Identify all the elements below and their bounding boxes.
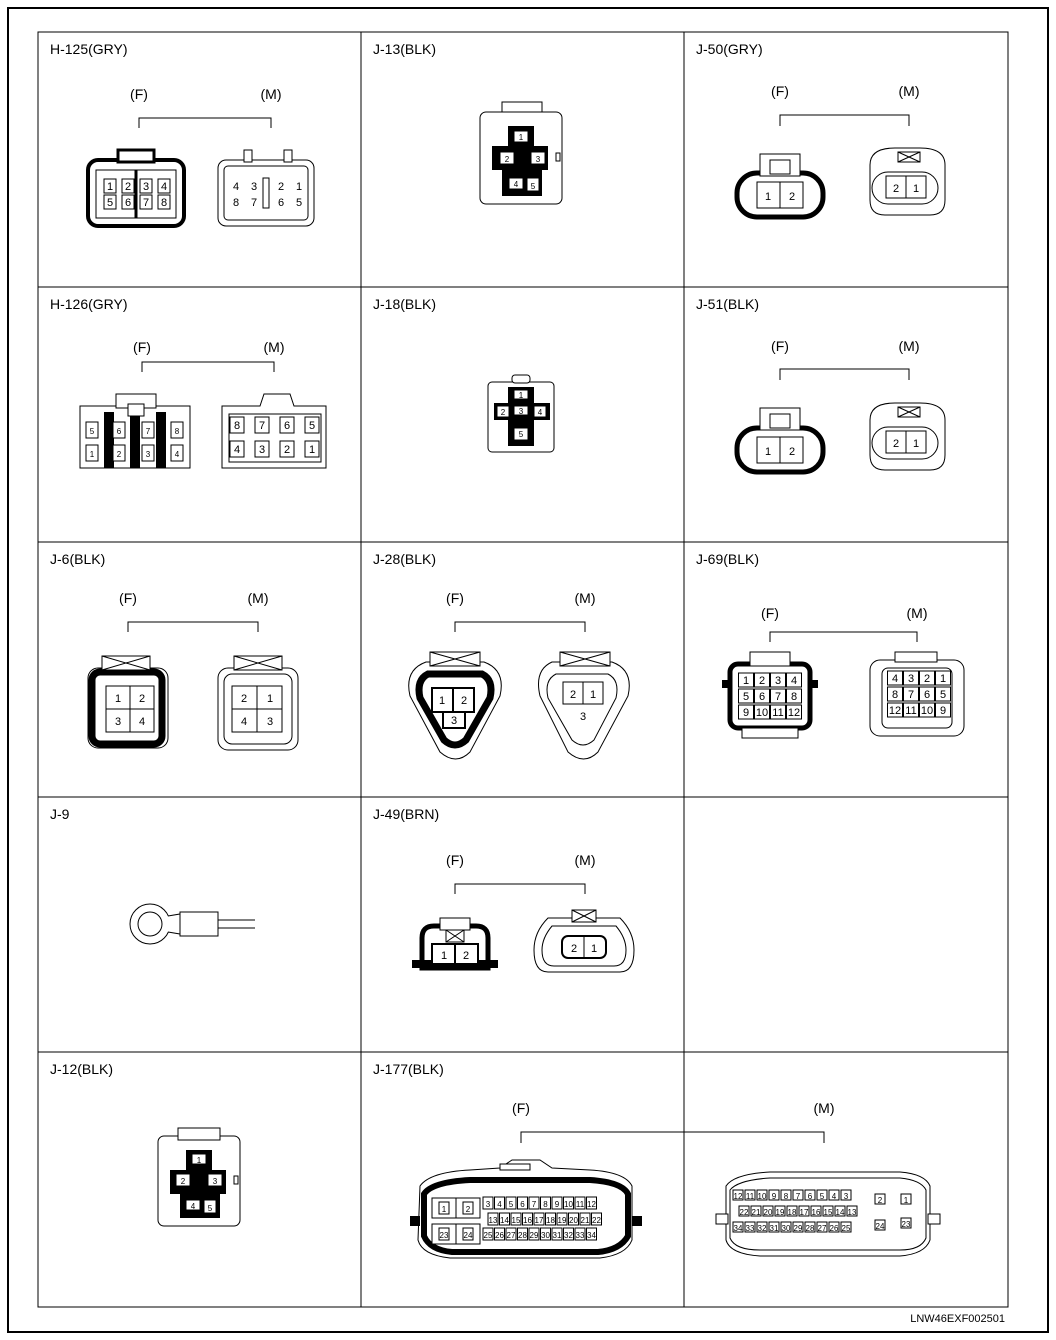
j69-female-label: (F) [761, 605, 779, 621]
pin-number: 24 [463, 1231, 473, 1240]
title-j6: J-6(BLK) [50, 551, 106, 567]
pin-number: 19 [557, 1216, 567, 1225]
pin-number: 26 [829, 1224, 839, 1233]
pin-number: 3 [142, 181, 150, 193]
pin-number: 1 [196, 1156, 202, 1165]
pin-number: 4 [232, 181, 240, 193]
j50-male-label: (M) [898, 83, 920, 99]
pin-number: 5 [939, 689, 947, 701]
pin-number: 26 [495, 1231, 504, 1240]
pin-number: 31 [552, 1231, 562, 1240]
pin-number: 33 [745, 1224, 755, 1233]
pin-number: 32 [757, 1224, 767, 1233]
pin-number: 8 [232, 197, 240, 209]
pin-number: 34 [733, 1224, 743, 1233]
pin-number: 2 [460, 695, 468, 707]
title-j51: J-51(BLK) [696, 296, 760, 312]
pin-number: 1 [912, 183, 920, 195]
pin-number: 8 [891, 689, 899, 701]
pin-number: 1 [742, 675, 750, 687]
pin-number: 17 [799, 1208, 809, 1217]
j69-diagram [722, 605, 964, 738]
title-j13: J-13(BLK) [373, 41, 437, 57]
pin-number: 12 [787, 707, 801, 719]
pin-number: 11 [905, 705, 917, 717]
pin-number: 1 [114, 693, 122, 705]
pin-number: 11 [772, 707, 784, 719]
pin-number: 4 [537, 408, 543, 417]
pin-number: 4 [160, 181, 168, 193]
pin-number: 7 [145, 427, 151, 436]
pin-number: 8 [783, 1192, 789, 1201]
j177-male-label: (M) [813, 1100, 835, 1116]
title-j28: J-28(BLK) [373, 551, 437, 567]
pin-number: 4 [513, 180, 519, 189]
pin-number: 16 [523, 1216, 532, 1225]
pin-number: 1 [589, 689, 597, 701]
pin-number: 16 [811, 1208, 821, 1217]
j6-female-label: (F) [119, 590, 137, 606]
pin-number: 12 [587, 1200, 596, 1209]
j18-diagram [488, 375, 554, 452]
pin-number: 5 [530, 182, 536, 191]
pin-number: 28 [518, 1231, 527, 1240]
j6-male-label: (M) [247, 590, 269, 606]
j12-diagram [158, 1128, 240, 1226]
title-j69: J-69(BLK) [696, 551, 760, 567]
j28-female-label: (F) [446, 590, 464, 606]
figure-code: LNW46EXF002501 [910, 1313, 1005, 1325]
pin-number: 7 [142, 197, 150, 209]
pin-number: 8 [174, 427, 180, 436]
pin-number: 24 [875, 1222, 885, 1231]
pin-number: 6 [283, 420, 291, 432]
pin-number: 1 [295, 181, 303, 193]
pin-number: 32 [564, 1231, 573, 1240]
pin-number: 8 [790, 691, 798, 703]
pin-number: 2 [504, 155, 510, 164]
pin-number: 5 [819, 1192, 825, 1201]
pin-number: 10 [564, 1200, 573, 1209]
pin-number: 3 [212, 1177, 218, 1186]
pin-number: 23 [901, 1220, 911, 1229]
pin-number: 3 [843, 1192, 849, 1201]
pin-number: 5 [508, 1200, 514, 1209]
pin-number: 27 [506, 1231, 516, 1240]
pin-number: 6 [277, 197, 285, 209]
pin-number: 5 [106, 197, 114, 209]
h125-male-label: (M) [260, 86, 282, 102]
pin-number: 14 [500, 1216, 509, 1225]
pin-number: 2 [788, 446, 796, 458]
pin-number: 1 [518, 133, 524, 142]
pin-number: 6 [923, 689, 931, 701]
pin-number: 2 [923, 673, 931, 685]
pin-number: 2 [116, 450, 122, 459]
pin-number: 8 [233, 420, 241, 432]
pin-number: 3 [907, 673, 915, 685]
pin-number: 2 [758, 675, 766, 687]
pin-number: 7 [531, 1200, 537, 1209]
pin-number: 14 [835, 1208, 845, 1217]
pin-number: 4 [174, 450, 180, 459]
pin-number: 9 [554, 1200, 560, 1209]
pin-number: 2 [500, 408, 506, 417]
pin-number: 2 [569, 689, 577, 701]
pin-number: 34 [587, 1231, 596, 1240]
j13-diagram [480, 102, 562, 204]
title-j49: J-49(BRN) [373, 806, 440, 822]
pin-number: 5 [207, 1204, 213, 1213]
j6-diagram [88, 590, 298, 750]
pin-number: 1 [764, 446, 772, 458]
pin-number: 2 [892, 183, 900, 195]
pin-number: 18 [787, 1208, 797, 1217]
pin-number: 1 [438, 695, 446, 707]
pin-number: 18 [546, 1216, 555, 1225]
pin-number: 11 [575, 1200, 585, 1209]
pin-number: 5 [742, 691, 750, 703]
pin-number: 6 [116, 427, 122, 436]
pin-number: 2 [570, 943, 578, 955]
pin-number: 9 [939, 705, 947, 717]
pin-number: 5 [295, 197, 303, 209]
j69-male-label: (M) [906, 605, 928, 621]
pin-number: 7 [258, 420, 266, 432]
title-j18: J-18(BLK) [373, 296, 437, 312]
pin-number: 3 [485, 1200, 491, 1209]
pin-number: 1 [106, 181, 114, 193]
pin-number: 4 [240, 716, 248, 728]
pin-number: 3 [774, 675, 782, 687]
pin-number: 2 [240, 693, 248, 705]
pin-number: 25 [483, 1231, 493, 1240]
j9-diagram [130, 904, 255, 944]
pin-number: 2 [462, 950, 470, 962]
pin-number: 15 [823, 1208, 833, 1217]
pin-number: 3 [518, 407, 524, 416]
pin-number: 1 [441, 1205, 447, 1214]
j28-male-label: (M) [574, 590, 596, 606]
j50-female-label: (F) [771, 83, 789, 99]
pin-number: 1 [903, 1196, 909, 1205]
pin-number: 29 [793, 1224, 803, 1233]
pin-number: 2 [283, 444, 291, 456]
pin-number: 7 [250, 197, 258, 209]
title-h126: H-126(GRY) [50, 296, 128, 312]
pin-number: 10 [757, 1192, 767, 1201]
pin-number: 20 [569, 1216, 578, 1225]
pin-number: 29 [529, 1231, 539, 1240]
pin-number: 30 [781, 1224, 791, 1233]
pin-number: 6 [807, 1192, 813, 1201]
pin-number: 22 [592, 1216, 601, 1225]
j69-female-pins [739, 673, 802, 719]
pin-number: 7 [774, 691, 782, 703]
pin-number: 9 [771, 1192, 777, 1201]
pin-number: 1 [440, 950, 448, 962]
pin-number: 8 [543, 1200, 548, 1209]
pin-number: 3 [450, 715, 458, 727]
pin-number: 12 [888, 705, 902, 717]
pin-number: 5 [308, 420, 316, 432]
j49-male-label: (M) [574, 852, 596, 868]
pin-number: 1 [590, 943, 598, 955]
pin-number: 19 [775, 1208, 785, 1217]
pin-number: 13 [488, 1216, 498, 1225]
pin-number: 7 [795, 1192, 801, 1201]
h126-male-label: (M) [263, 339, 285, 355]
pin-number: 1 [89, 450, 95, 459]
h126-female-label: (F) [133, 339, 151, 355]
h126-diagram [80, 339, 326, 468]
pin-number: 4 [190, 1202, 196, 1211]
pin-number: 4 [233, 444, 241, 456]
pin-number: 7 [907, 689, 915, 701]
title-j177: J-177(BLK) [373, 1061, 444, 1077]
h125-female-label: (F) [130, 86, 148, 102]
h125-diagram [88, 86, 314, 226]
pin-number: 1 [939, 673, 947, 685]
pin-number: 10 [755, 707, 769, 719]
j51-male-label: (M) [898, 338, 920, 354]
pin-number: 30 [541, 1231, 550, 1240]
pin-number: 5 [518, 430, 524, 439]
pin-number: 5 [89, 427, 95, 436]
pin-number: 4 [138, 716, 146, 728]
pin-number: 2 [180, 1177, 186, 1186]
j51-diagram [737, 338, 945, 472]
pin-number: 3 [535, 155, 541, 164]
pin-number: 2 [877, 1196, 883, 1205]
pin-number: 23 [439, 1231, 449, 1240]
pin-number: 2 [277, 181, 285, 193]
title-j50: J-50(GRY) [696, 41, 763, 57]
pin-number: 1 [308, 444, 316, 456]
j69-male-pins [888, 671, 951, 717]
pin-number: 2 [138, 693, 146, 705]
pin-number: 2 [788, 191, 796, 203]
pin-number: 1 [764, 191, 772, 203]
pin-number: 15 [511, 1216, 521, 1225]
pin-number: 3 [114, 716, 122, 728]
pin-number: 13 [847, 1208, 857, 1217]
j177-female-label: (F) [512, 1100, 530, 1116]
pin-number: 3 [579, 711, 587, 723]
pin-number: 6 [124, 197, 132, 209]
pin-number: 20 [763, 1208, 773, 1217]
pin-number: 8 [160, 197, 168, 209]
pin-number: 3 [266, 716, 274, 728]
pin-number: 21 [580, 1216, 590, 1225]
pin-number: 21 [751, 1208, 761, 1217]
title-j9: J-9 [50, 806, 70, 822]
pin-number: 2 [892, 438, 900, 450]
j177-diagram [410, 1100, 940, 1258]
j50-diagram [737, 83, 945, 217]
pin-number: 6 [758, 691, 766, 703]
pin-number: 9 [742, 707, 750, 719]
pin-number: 4 [497, 1200, 502, 1209]
j28-diagram [409, 590, 630, 759]
pin-number: 1 [912, 438, 920, 450]
pin-number: 31 [769, 1224, 779, 1233]
pin-number: 4 [891, 673, 899, 685]
pin-number: 6 [520, 1200, 525, 1209]
pin-number: 27 [817, 1224, 827, 1233]
title-h125: H-125(GRY) [50, 41, 128, 57]
pin-number: 1 [266, 693, 274, 705]
pin-number: 3 [250, 181, 258, 193]
pin-number: 28 [805, 1224, 815, 1233]
j51-female-label: (F) [771, 338, 789, 354]
j49-female-label: (F) [446, 852, 464, 868]
pin-number: 22 [739, 1208, 749, 1217]
pin-number: 2 [124, 181, 132, 193]
pin-number: 3 [145, 450, 151, 459]
pin-number: 10 [920, 705, 934, 717]
j49-diagram [412, 852, 634, 972]
pin-number: 1 [518, 391, 524, 400]
pin-number: 3 [258, 444, 266, 456]
title-j12: J-12(BLK) [50, 1061, 114, 1077]
pin-number: 17 [534, 1216, 544, 1225]
pin-number: 33 [575, 1231, 585, 1240]
pin-number: 12 [733, 1192, 743, 1201]
pin-number: 11 [745, 1192, 755, 1201]
pin-number: 25 [841, 1224, 851, 1233]
pin-number: 4 [790, 675, 798, 687]
pin-number: 2 [465, 1205, 471, 1214]
pin-number: 4 [831, 1192, 837, 1201]
